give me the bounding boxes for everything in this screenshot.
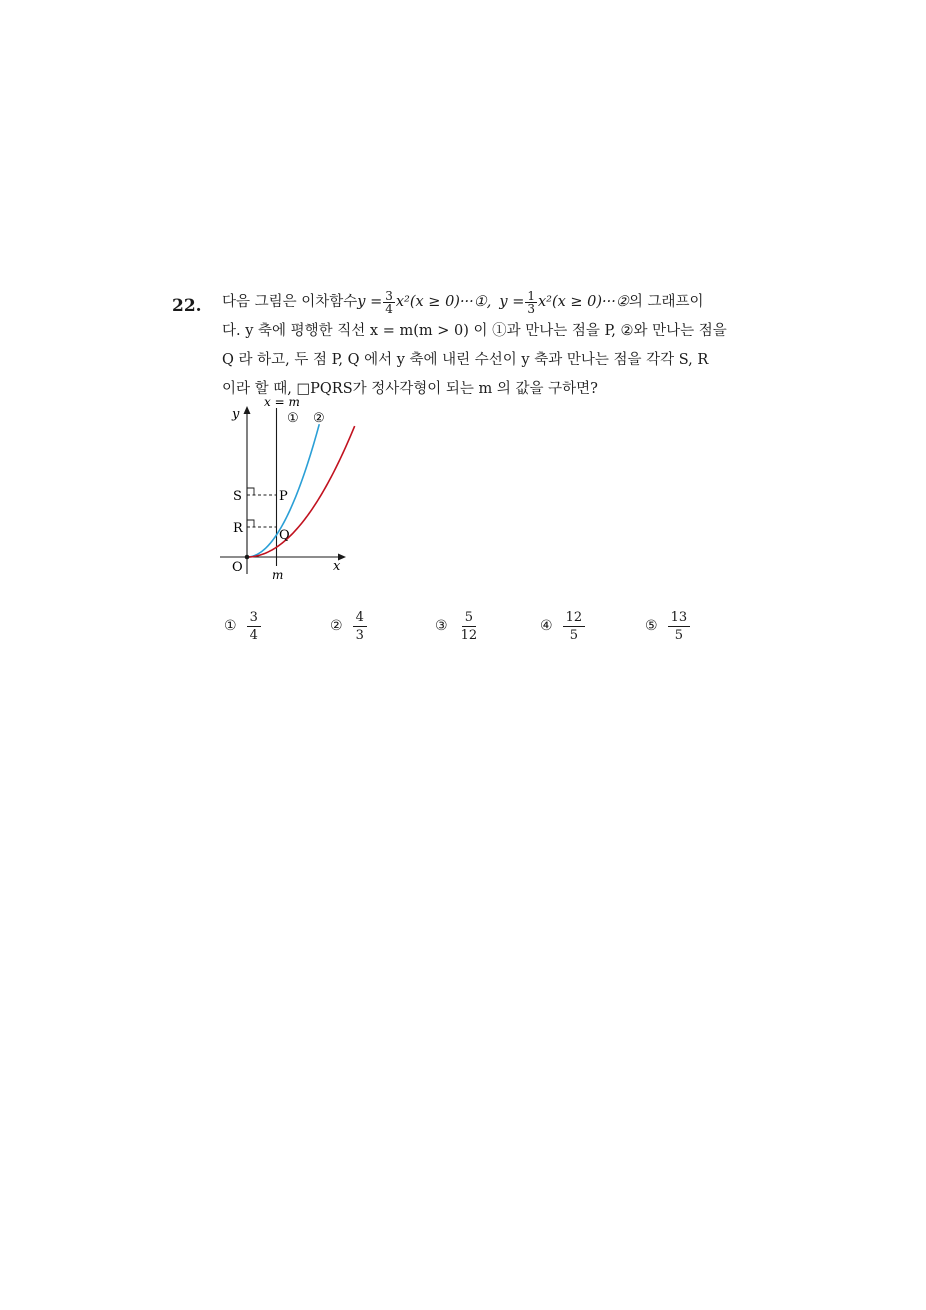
stem-text: 다음 그림은 이차함수 bbox=[222, 294, 358, 310]
choice-fraction bbox=[353, 610, 367, 643]
label-origin: O bbox=[232, 560, 243, 575]
choice-fraction bbox=[458, 610, 481, 643]
label-point-s: S bbox=[233, 489, 242, 504]
formula-2-lhs: y = bbox=[499, 294, 525, 310]
choice-mark: ② bbox=[330, 618, 343, 634]
fraction-numerator: 5 bbox=[462, 610, 476, 627]
choice-mark: ③ bbox=[435, 618, 448, 634]
label-x-axis: x bbox=[333, 559, 341, 574]
label-point-q: Q bbox=[279, 528, 290, 543]
formula-1-fraction bbox=[383, 290, 395, 315]
label-m: m bbox=[272, 568, 284, 582]
question-stem bbox=[222, 288, 752, 404]
fraction-numerator: 12 bbox=[563, 610, 586, 627]
choice-fraction bbox=[247, 610, 261, 643]
stem-line-1 bbox=[222, 288, 752, 317]
fraction-denominator: 3 bbox=[527, 302, 535, 316]
choice-4[interactable] bbox=[540, 604, 586, 648]
choice-fraction bbox=[668, 610, 691, 643]
fraction-denominator: 5 bbox=[569, 627, 578, 643]
choice-mark: ⑤ bbox=[645, 618, 658, 634]
fraction-numerator: 13 bbox=[668, 610, 691, 627]
choice-1[interactable] bbox=[224, 604, 262, 648]
formula-1-lhs: y = bbox=[357, 294, 383, 310]
formula-2-fraction bbox=[525, 290, 537, 315]
fraction-denominator: 3 bbox=[355, 627, 364, 643]
fraction-denominator: 4 bbox=[385, 302, 393, 316]
graph-figure bbox=[210, 396, 360, 591]
fraction-numerator: 3 bbox=[385, 289, 393, 303]
choice-fraction bbox=[563, 610, 586, 643]
label-curve-1: ① bbox=[287, 411, 299, 426]
origin-point bbox=[245, 555, 250, 560]
label-point-p: P bbox=[279, 489, 288, 504]
label-y-axis: y bbox=[232, 407, 240, 422]
curve-2 bbox=[247, 426, 355, 557]
stem-text: 의 그래프이 bbox=[628, 294, 704, 310]
choice-mark: ① bbox=[224, 618, 237, 634]
label-point-r: R bbox=[233, 521, 243, 536]
fraction-numerator: 4 bbox=[353, 610, 367, 627]
right-angle-mark-s bbox=[247, 488, 254, 495]
choice-3[interactable] bbox=[435, 604, 481, 648]
label-curve-2: ② bbox=[313, 411, 325, 426]
stem-line-2: 다. y 축에 평행한 직선 x = m(m > 0) 이 ①과 만나는 점을 P, ②와 만나는 점을 bbox=[222, 323, 727, 339]
fraction-denominator: 12 bbox=[460, 627, 478, 643]
right-angle-mark-r bbox=[247, 520, 254, 527]
formula-2-rest: x²(x ≥ 0)···② bbox=[537, 294, 629, 310]
fraction-numerator: 3 bbox=[247, 610, 261, 627]
choice-2[interactable] bbox=[330, 604, 368, 648]
fraction-denominator: 5 bbox=[674, 627, 683, 643]
choice-mark: ④ bbox=[540, 618, 553, 634]
fraction-denominator: 4 bbox=[249, 627, 258, 643]
formula-1-rest: x²(x ≥ 0)···①, bbox=[395, 294, 492, 310]
stem-line-3: Q 라 하고, 두 점 P, Q 에서 y 축에 내린 수선이 y 축과 만나는 점을 각각 S, R bbox=[222, 352, 709, 368]
stem-line-4: 이라 할 때, □PQRS가 정사각형이 되는 m 의 값을 구하면? bbox=[222, 381, 598, 397]
choice-5[interactable] bbox=[645, 604, 691, 648]
fraction-numerator: 1 bbox=[527, 289, 535, 303]
y-axis-arrow-icon bbox=[244, 406, 251, 414]
question-number: 22. bbox=[172, 296, 202, 316]
label-line-x-m: x = m bbox=[264, 396, 300, 409]
